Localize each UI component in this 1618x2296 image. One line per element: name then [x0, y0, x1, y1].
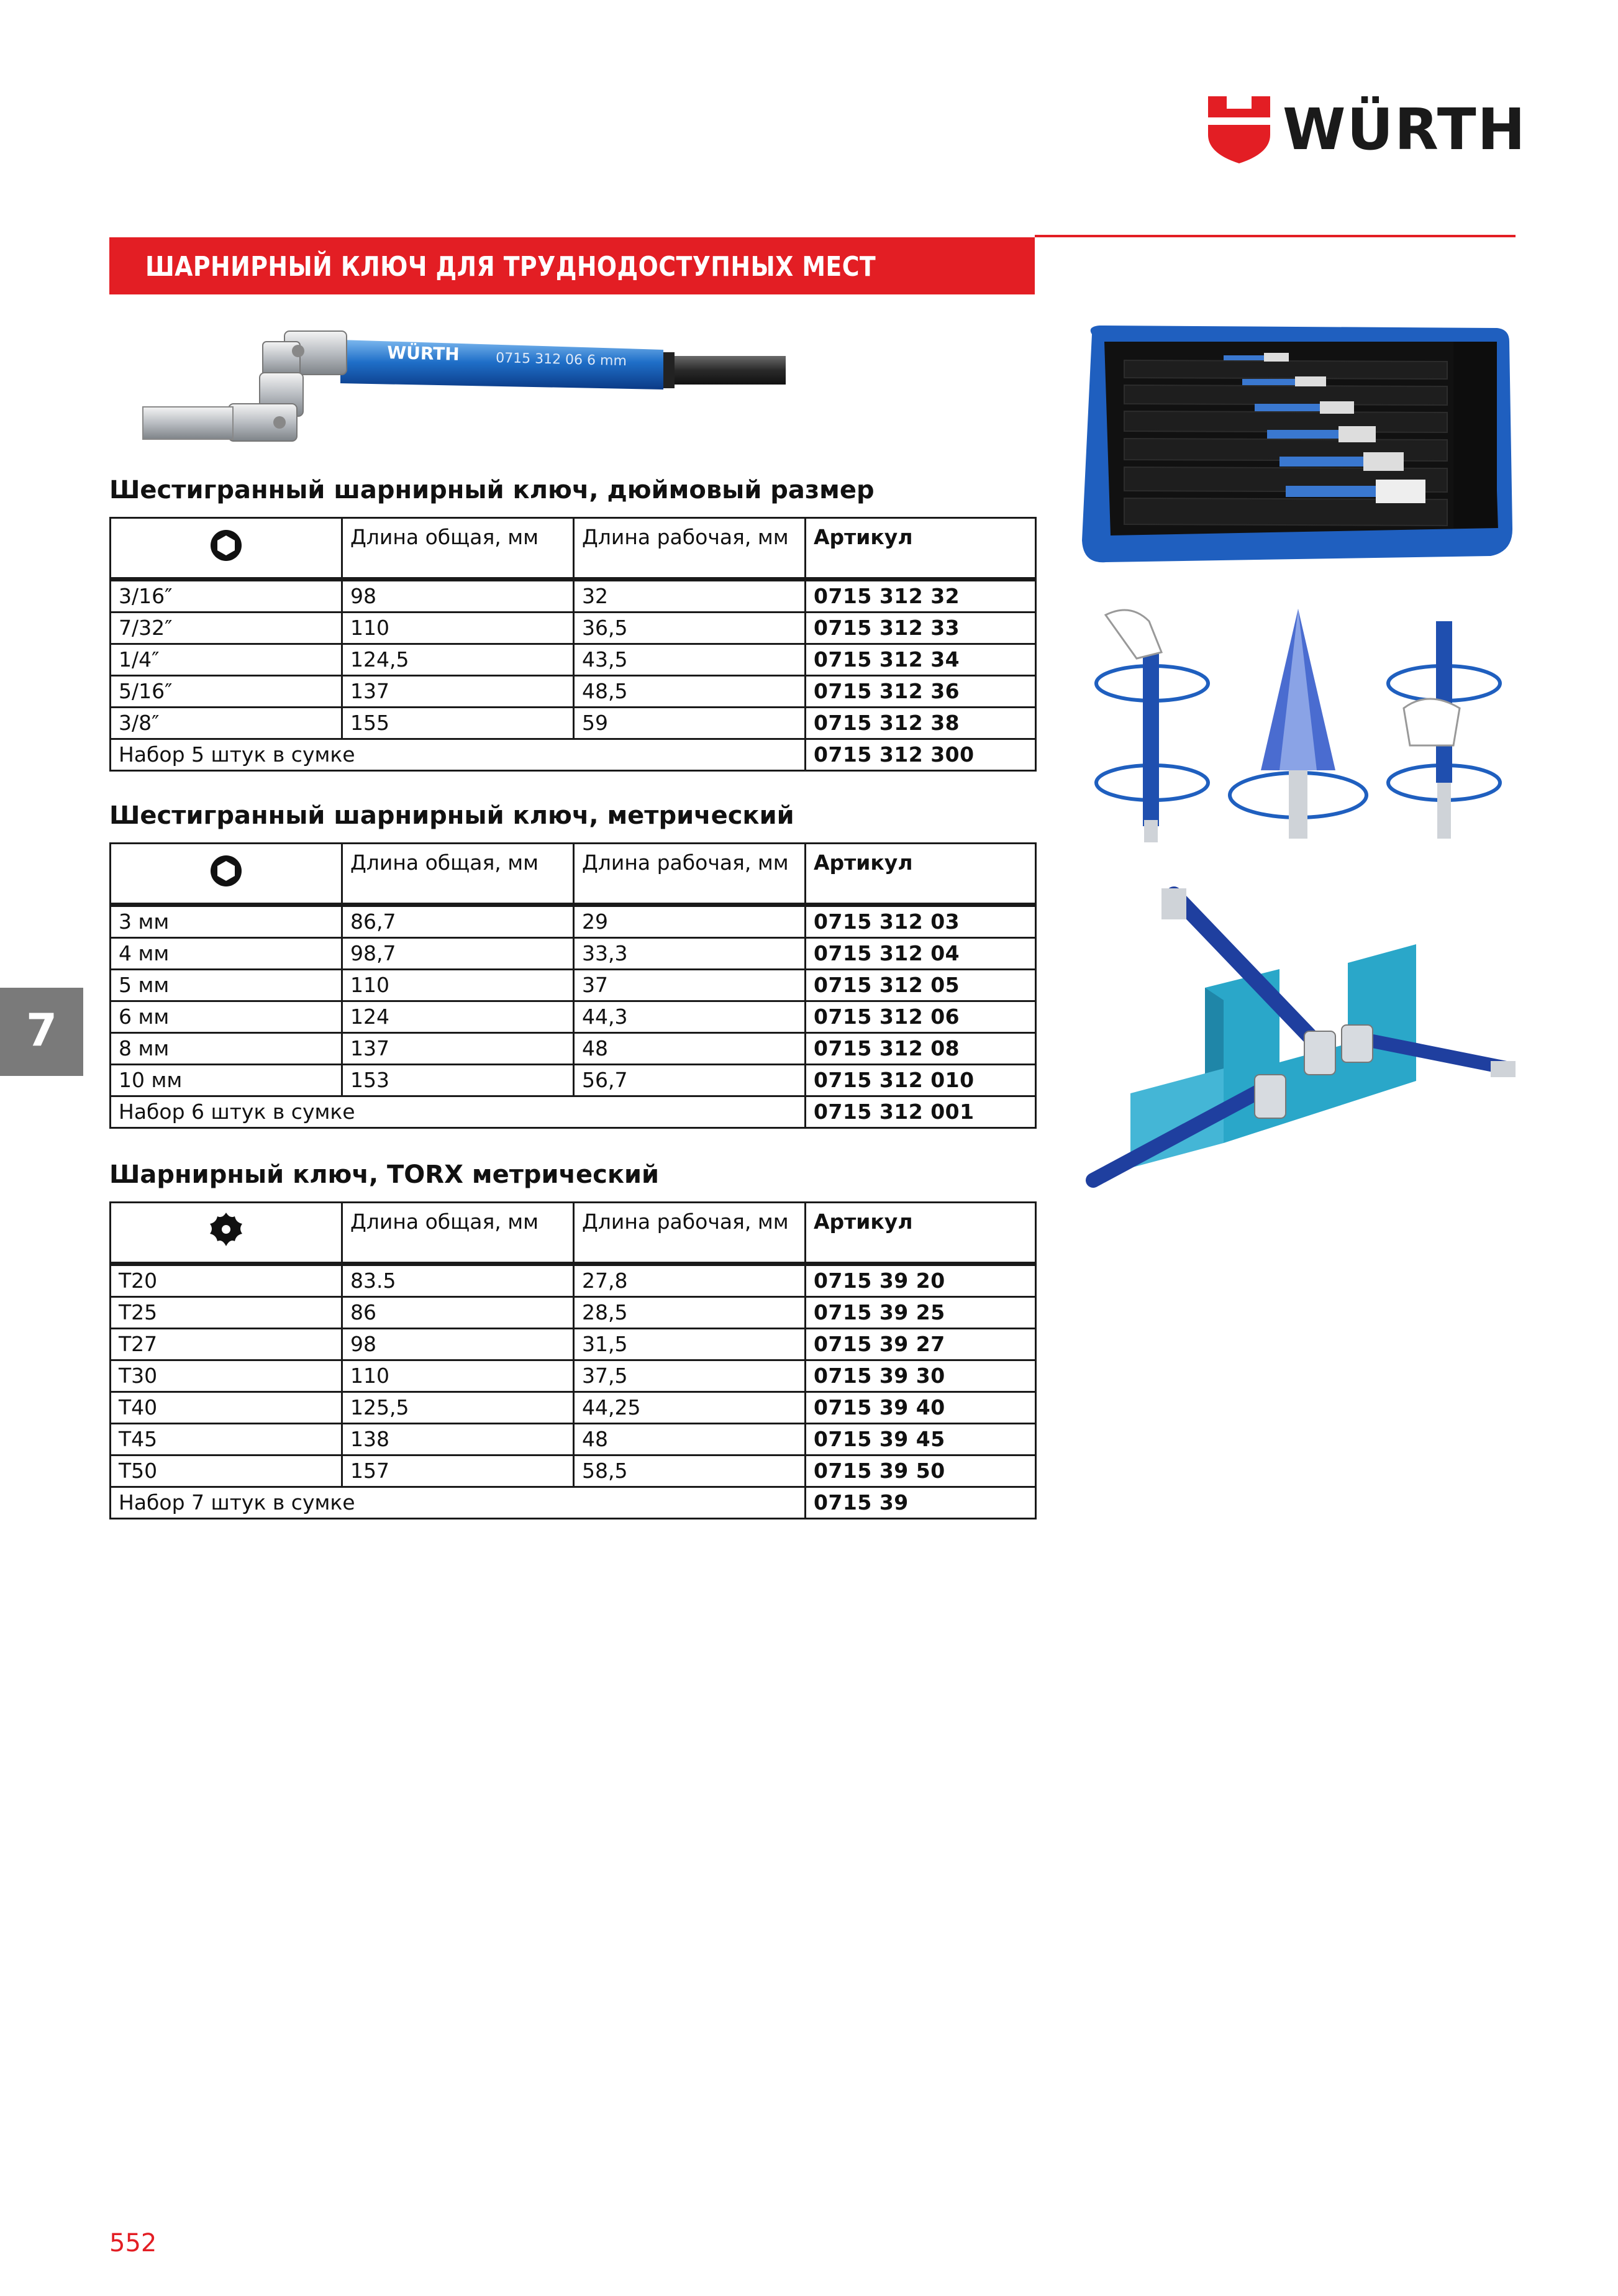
spec-table-inch-hex	[109, 517, 1037, 772]
size-cell: 4 мм	[111, 938, 342, 970]
working-length-cell: 44,3	[574, 1001, 806, 1033]
col-total-length: Длина общая, мм	[342, 1203, 574, 1264]
product-photo-wrench	[135, 314, 788, 450]
set-label-cell: Набор 7 штук в сумке	[111, 1487, 806, 1519]
table-row	[111, 644, 1036, 676]
working-length-cell: 48,5	[574, 676, 806, 708]
working-length-cell: 44,25	[574, 1392, 806, 1424]
total-length-cell: 153	[342, 1065, 574, 1096]
article-cell: 0715 312 010	[806, 1065, 1036, 1096]
size-cell: T25	[111, 1297, 342, 1329]
table-row	[111, 708, 1036, 739]
table-row	[111, 1297, 1036, 1329]
article-cell: 0715 312 06	[806, 1001, 1036, 1033]
size-cell: 6 мм	[111, 1001, 342, 1033]
working-length-cell: 58,5	[574, 1456, 806, 1487]
total-length-cell: 83.5	[342, 1264, 574, 1297]
working-length-cell: 33,3	[574, 938, 806, 970]
spec-table-metric-hex	[109, 842, 1037, 1129]
article-cell: 0715 39 40	[806, 1392, 1036, 1424]
application-illustration-block	[1081, 882, 1516, 1205]
size-cell: T20	[111, 1264, 342, 1297]
working-length-cell: 29	[574, 905, 806, 938]
table-row	[111, 1392, 1036, 1424]
table-row	[111, 676, 1036, 708]
hexagon-icon-cell	[111, 518, 342, 580]
article-cell: 0715 39 27	[806, 1329, 1036, 1360]
table-row	[111, 938, 1036, 970]
total-length-cell: 98	[342, 1329, 574, 1360]
wurth-logo-mark-icon	[1208, 96, 1270, 163]
chapter-number: 7	[25, 1004, 58, 1056]
working-length-cell: 43,5	[574, 644, 806, 676]
total-length-cell: 137	[342, 676, 574, 708]
table-row	[111, 1329, 1036, 1360]
table-row	[111, 613, 1036, 644]
table-row-set	[111, 739, 1036, 771]
working-length-cell: 28,5	[574, 1297, 806, 1329]
col-article: Артикул	[806, 1203, 1036, 1264]
article-cell: 0715 39 30	[806, 1360, 1036, 1392]
wrench-engraving-code: 0715 312 06 6 mm	[495, 350, 627, 370]
total-length-cell: 125,5	[342, 1392, 574, 1424]
table-row	[111, 1360, 1036, 1392]
set-article-cell: 0715 312 300	[806, 739, 1036, 771]
size-cell: 3 мм	[111, 905, 342, 938]
working-length-cell: 31,5	[574, 1329, 806, 1360]
torx-icon-cell	[111, 1203, 342, 1264]
col-total-length: Длина общая, мм	[342, 844, 574, 905]
working-length-cell: 37	[574, 970, 806, 1001]
usage-illustrations	[1081, 596, 1516, 845]
table-row	[111, 1065, 1036, 1096]
col-article: Артикул	[806, 518, 1036, 580]
total-length-cell: 157	[342, 1456, 574, 1487]
table-row	[111, 905, 1036, 938]
table-header-row	[111, 518, 1036, 580]
article-cell: 0715 39 25	[806, 1297, 1036, 1329]
size-cell: 7/32″	[111, 613, 342, 644]
size-cell: 3/8″	[111, 708, 342, 739]
working-length-cell: 27,8	[574, 1264, 806, 1297]
size-cell: T50	[111, 1456, 342, 1487]
article-cell: 0715 312 32	[806, 580, 1036, 613]
table-row	[111, 1033, 1036, 1065]
total-length-cell: 124,5	[342, 644, 574, 676]
article-cell: 0715 312 03	[806, 905, 1036, 938]
table-row-set	[111, 1487, 1036, 1519]
size-cell: 10 мм	[111, 1065, 342, 1096]
size-cell: 3/16″	[111, 580, 342, 613]
torx-icon	[206, 1210, 246, 1250]
col-total-length: Длина общая, мм	[342, 518, 574, 580]
size-cell: T27	[111, 1329, 342, 1360]
spec-table-torx	[109, 1201, 1037, 1519]
article-cell: 0715 312 04	[806, 938, 1036, 970]
total-length-cell: 137	[342, 1033, 574, 1065]
size-cell: T30	[111, 1360, 342, 1392]
hexagon-icon-cell	[111, 844, 342, 905]
set-label-cell: Набор 6 штук в сумке	[111, 1096, 806, 1128]
set-article-cell: 0715 39	[806, 1487, 1036, 1519]
size-cell: T45	[111, 1424, 342, 1456]
product-photo-pouch-set	[1075, 317, 1517, 568]
size-cell: T40	[111, 1392, 342, 1424]
article-cell: 0715 312 38	[806, 708, 1036, 739]
wurth-logo	[1208, 96, 1531, 165]
article-cell: 0715 39 20	[806, 1264, 1036, 1297]
working-length-cell: 48	[574, 1424, 806, 1456]
chapter-tab	[0, 988, 83, 1076]
wrench-engraving-brand: WÜRTH	[386, 342, 460, 365]
col-working-length: Длина рабочая, мм	[574, 844, 806, 905]
col-working-length: Длина рабочая, мм	[574, 1203, 806, 1264]
size-cell: 5/16″	[111, 676, 342, 708]
wurth-logo-wordmark: WÜRTH	[1283, 96, 1527, 163]
header-rule	[1035, 235, 1516, 237]
article-cell: 0715 39 45	[806, 1424, 1036, 1456]
working-length-cell: 56,7	[574, 1065, 806, 1096]
article-cell: 0715 312 33	[806, 613, 1036, 644]
table-row	[111, 1264, 1036, 1297]
page-number: 552	[109, 2229, 157, 2257]
total-length-cell: 98	[342, 580, 574, 613]
section-title-inch-hex: Шестигранный шарнирный ключ, дюймовый размер	[109, 476, 875, 504]
table-header-row	[111, 844, 1036, 905]
article-cell: 0715 312 08	[806, 1033, 1036, 1065]
col-article: Артикул	[806, 844, 1036, 905]
working-length-cell: 48	[574, 1033, 806, 1065]
section-header-bar	[109, 237, 1035, 294]
article-cell: 0715 312 34	[806, 644, 1036, 676]
total-length-cell: 155	[342, 708, 574, 739]
working-length-cell: 59	[574, 708, 806, 739]
total-length-cell: 110	[342, 613, 574, 644]
working-length-cell: 36,5	[574, 613, 806, 644]
section-title-metric-hex: Шестигранный шарнирный ключ, метрический	[109, 801, 794, 830]
article-cell: 0715 39 50	[806, 1456, 1036, 1487]
table-row-set	[111, 1096, 1036, 1128]
total-length-cell: 86	[342, 1297, 574, 1329]
hexagon-icon	[209, 854, 243, 888]
set-label-cell: Набор 5 штук в сумке	[111, 739, 806, 771]
total-length-cell: 86,7	[342, 905, 574, 938]
size-cell: 1/4″	[111, 644, 342, 676]
section-title-torx: Шарнирный ключ, TORX метрический	[109, 1160, 660, 1189]
table-row	[111, 970, 1036, 1001]
article-cell: 0715 312 36	[806, 676, 1036, 708]
table-row	[111, 580, 1036, 613]
article-cell: 0715 312 05	[806, 970, 1036, 1001]
col-working-length: Длина рабочая, мм	[574, 518, 806, 580]
working-length-cell: 37,5	[574, 1360, 806, 1392]
size-cell: 8 мм	[111, 1033, 342, 1065]
table-row	[111, 1456, 1036, 1487]
total-length-cell: 98,7	[342, 938, 574, 970]
total-length-cell: 124	[342, 1001, 574, 1033]
working-length-cell: 32	[574, 580, 806, 613]
total-length-cell: 138	[342, 1424, 574, 1456]
section-header-title: ШАРНИРНЫЙ КЛЮЧ ДЛЯ ТРУДНОДОСТУПНЫХ МЕСТ	[145, 251, 876, 283]
hexagon-icon	[209, 528, 243, 563]
table-header-row	[111, 1203, 1036, 1264]
total-length-cell: 110	[342, 1360, 574, 1392]
table-row	[111, 1424, 1036, 1456]
size-cell: 5 мм	[111, 970, 342, 1001]
total-length-cell: 110	[342, 970, 574, 1001]
set-article-cell: 0715 312 001	[806, 1096, 1036, 1128]
table-row	[111, 1001, 1036, 1033]
